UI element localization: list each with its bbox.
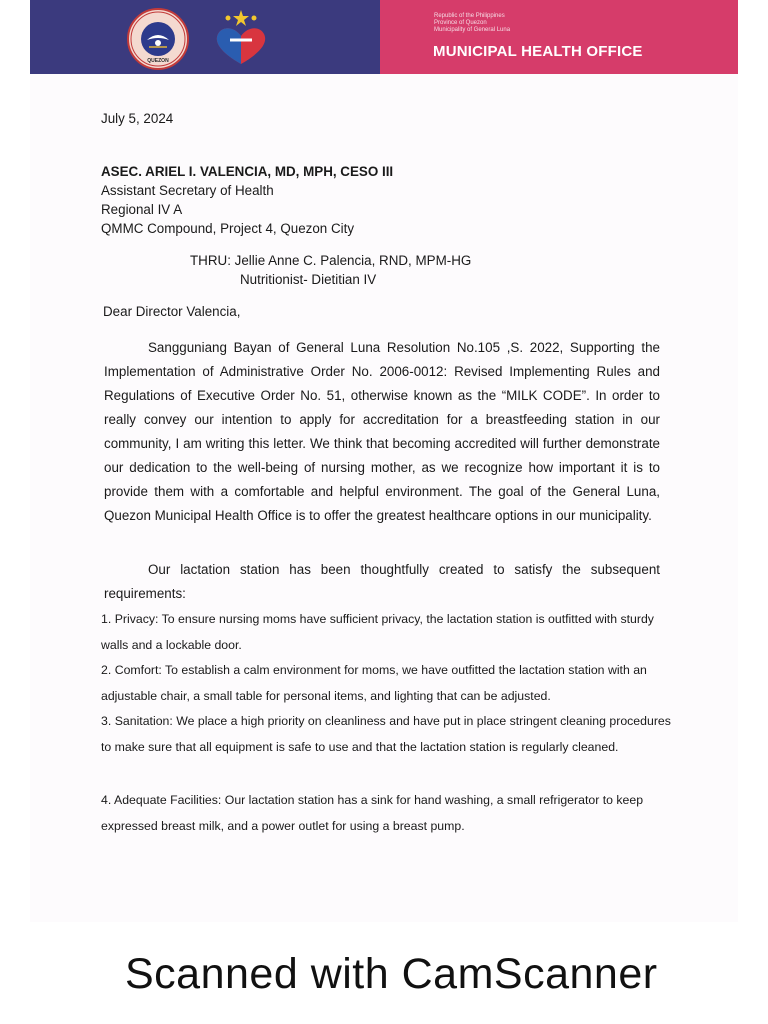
banner-right-panel bbox=[380, 0, 738, 74]
recipient-address: QMMC Compound, Project 4, Quezon City bbox=[101, 221, 355, 236]
body-paragraph-2 bbox=[104, 558, 660, 606]
gov-line-republic: Republic of the Philippines bbox=[434, 13, 505, 19]
requirement-text: Privacy: To ensure nursing moms have sufficient privacy, the lactation station is outfitted with sturdy walls and a lockable door. bbox=[101, 612, 654, 652]
gov-line-municipality: Municipality of General Luna bbox=[434, 27, 511, 33]
government-hierarchy-text bbox=[434, 13, 510, 34]
requirement-number: 4. bbox=[101, 793, 112, 807]
thru-line: THRU: Jellie Anne C. Palencia, RND, MPM-HG bbox=[190, 253, 472, 268]
letter-date: July 5, 2024 bbox=[101, 111, 174, 126]
municipal-seal-logo bbox=[127, 8, 189, 70]
gov-line-province: Province of Quezon bbox=[434, 20, 487, 26]
recipient-address-block bbox=[101, 162, 393, 238]
requirement-item bbox=[101, 787, 671, 839]
requirement-item bbox=[101, 708, 671, 760]
banner-left-panel bbox=[30, 0, 380, 74]
requirement-text: Sanitation: We place a high priority on cleanliness and have put in place stringent cleaning procedures to make sure that all equipment is safe to use and that the lactation station is regularly cleaned. bbox=[101, 714, 671, 754]
paragraph-2-text: Our lactation station has been thoughtfully created to satisfy the subsequent requirements: bbox=[104, 562, 660, 601]
requirement-number: 3. bbox=[101, 714, 112, 728]
seal-bottom-text: QUEZON bbox=[147, 58, 169, 64]
camscanner-watermark: Scanned with CamScanner bbox=[125, 950, 658, 998]
thru-position: Nutritionist- Dietitian IV bbox=[240, 272, 377, 287]
letterhead-banner bbox=[30, 0, 738, 74]
recipient-region: Regional IV A bbox=[101, 202, 183, 217]
body-paragraph-1 bbox=[104, 336, 660, 528]
requirement-text: Comfort: To establish a calm environment for moms, we have outfitted the lactation station with an adjustable chair, a small table for personal items, and lighting that can be adjusted. bbox=[101, 663, 647, 703]
recipient-title: Assistant Secretary of Health bbox=[101, 183, 274, 198]
philippine-flag-heart-logo bbox=[206, 8, 276, 70]
requirement-item bbox=[101, 657, 671, 709]
office-title: MUNICIPAL HEALTH OFFICE bbox=[433, 43, 643, 60]
requirement-text: Adequate Facilities: Our lactation station has a sink for hand washing, a small refrigerator to keep expressed breast milk, and a power outlet for using a breast pump. bbox=[101, 793, 644, 833]
recipient-name: ASEC. ARIEL I. VALENCIA, MD, MPH, CESO III bbox=[101, 164, 394, 179]
thru-block bbox=[190, 251, 471, 289]
requirement-number: 1. bbox=[101, 612, 112, 626]
paragraph-1-text: Sangguniang Bayan of General Luna Resolution No.105 ,S. 2022, Supporting the Implementation of Administrative Order No. 2006-0012: Revised Implementing Rules and Regulations of Executive Order No. 51, otherwise known as the “MILK CODE”. In order to really convey our intention to apply for accreditation for a breastfeeding station in our community, I am writing this letter. We think that becoming accredited will further demonstrate our dedication to the well-being of nursing mother, as we recognize how important it is to provide them with a comfortable and helpful environment. The goal of the General Luna, Quezon Municipal Health Office is to offer the greatest healthcare options in our municipality. bbox=[104, 340, 660, 523]
requirement-item bbox=[101, 606, 671, 658]
salutation: Dear Director Valencia, bbox=[103, 304, 241, 319]
requirement-number: 2. bbox=[101, 663, 112, 677]
